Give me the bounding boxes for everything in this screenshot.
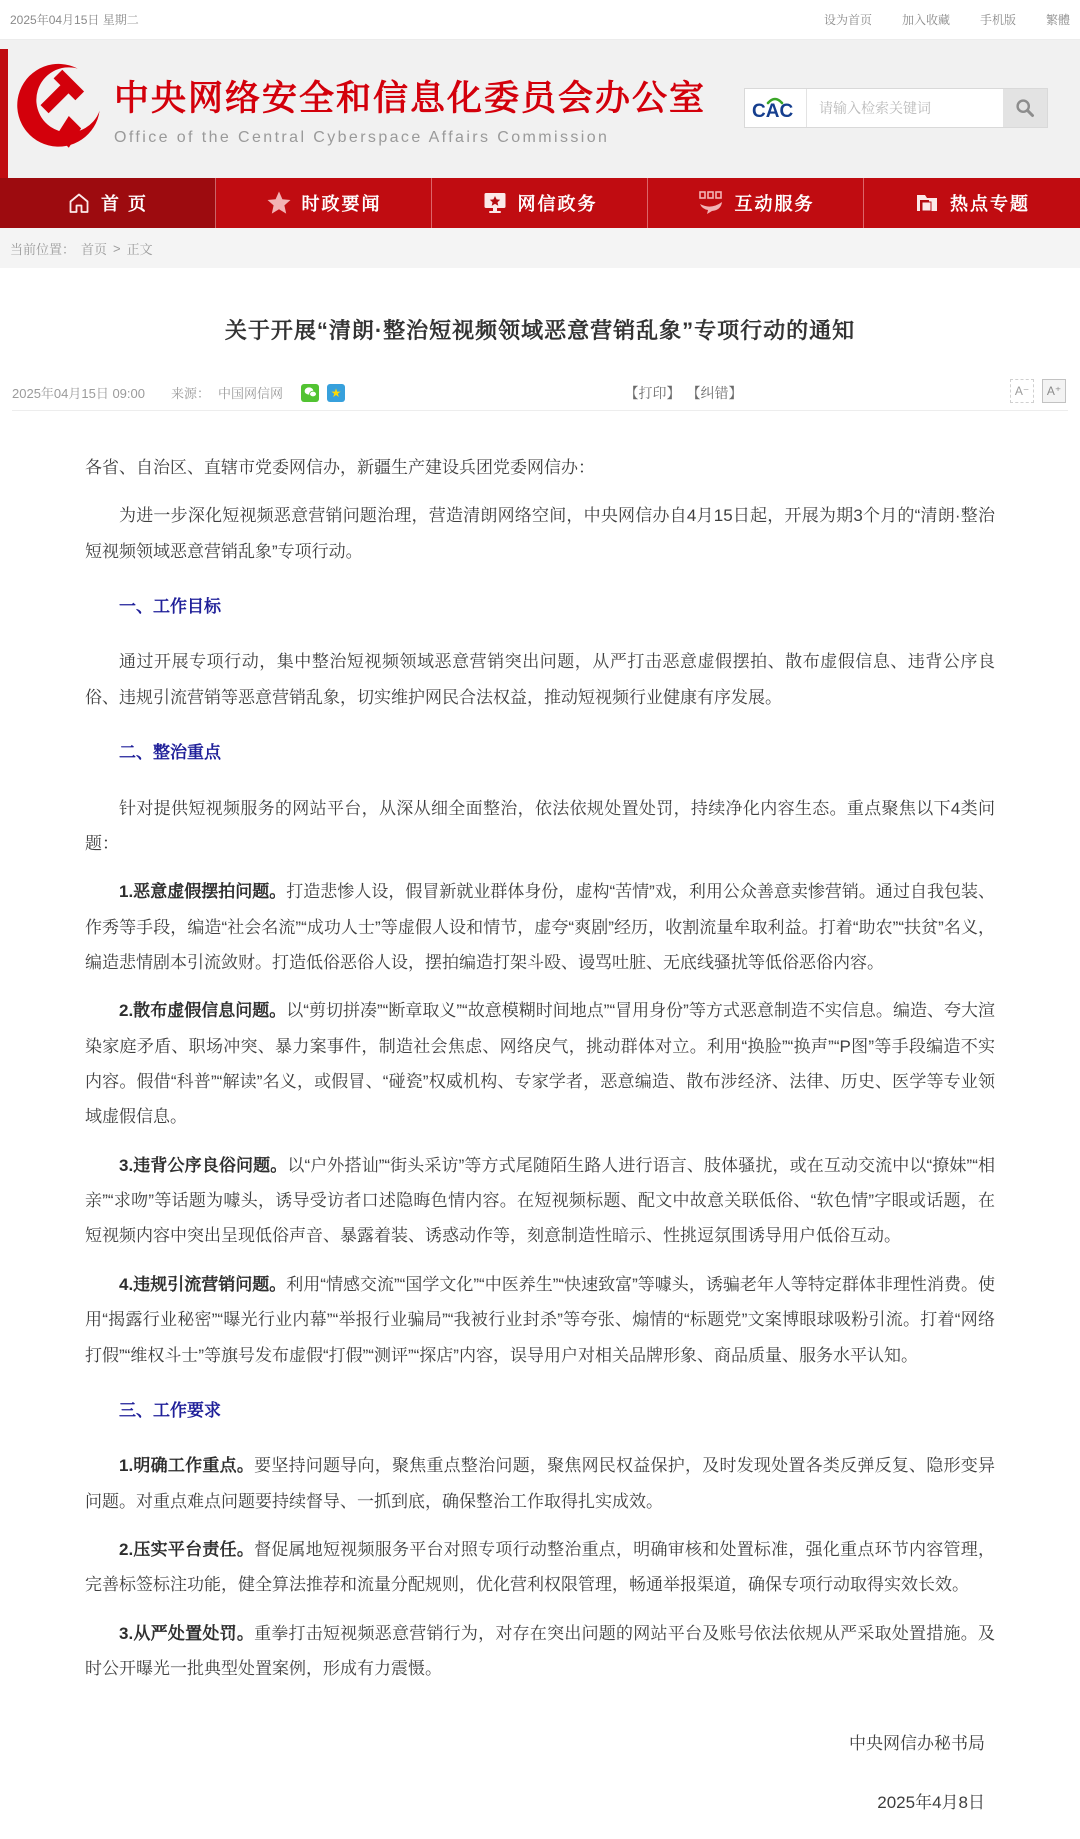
qzone-share-icon[interactable]: ★ (327, 384, 345, 402)
paragraph-lead: 2.压实平台责任。 (119, 1539, 255, 1559)
star-icon (266, 190, 292, 216)
topbar (0, 0, 1080, 40)
article (0, 268, 1080, 1839)
nav-label-hot-topics: 热点专题 (950, 194, 1030, 214)
wechat-share-icon[interactable] (301, 384, 319, 402)
masthead (0, 40, 1080, 178)
signature-date: 2025年4月8日 (877, 1793, 985, 1813)
font-larger-button[interactable]: A⁺ (1042, 379, 1066, 403)
topbar-links (824, 11, 1070, 28)
nav-label-cyberspace-affairs: 网信政务 (517, 194, 598, 214)
nav-item-hot-topics[interactable] (864, 178, 1080, 228)
nav-item-interactive-services[interactable] (648, 178, 864, 228)
breadcrumb-current: 正文 (126, 241, 153, 257)
search-icon (1015, 98, 1035, 118)
nav-label-politics-news: 时政要闻 (301, 194, 382, 214)
article-paragraph: 1.明确工作重点。要坚持问题导向，聚焦重点整治问题，聚焦网民权益保护，及时发现处置各类反弹反复、隐形变异问题。对重点难点问题要持续督导、一抓到底，确保整治工作取得扎实成效。 (85, 1456, 995, 1511)
breadcrumb-home-link[interactable]: 首页 (81, 241, 108, 257)
article-paragraph: 为进一步深化短视频恶意营销问题治理，营造清朗网络空间，中央网信办自4月15日起，开展为期3个月的“清朗·整治短视频领域恶意营销乱象”专项行动。 (85, 506, 995, 561)
article-paragraph: 2.压实平台责任。督促属地短视频服务平台对照专项行动整治重点，明确审核和处置标准，强化重点环节内容管理，完善标签标注功能，健全算法推荐和流量分配规则，优化营利权限管理，畅通举报渠道，确保专项行动取得实效长效。 (85, 1539, 995, 1595)
paragraph-lead: 3.从严处置处罚。 (119, 1623, 255, 1643)
nav-label-interactive-services: 互动服务 (734, 194, 815, 214)
article-paragraph: 针对提供短视频服务的网站平台，从深从细全面整治，依法依规处置处罚，持续净化内容生态。重点聚焦以下4类问题： (85, 798, 995, 853)
folder-icon (914, 190, 940, 216)
section-heading: 三、工作要求 (119, 1400, 221, 1420)
nav-item-home[interactable] (0, 178, 216, 228)
paragraph-lead: 1.恶意虚假摆拍问题。 (119, 882, 287, 902)
section-heading: 二、整治重点 (119, 743, 221, 763)
monitor-star-icon (482, 190, 508, 216)
correction-button[interactable]: 【纠错】 (686, 385, 743, 401)
source-name: 中国网信网 (218, 386, 284, 401)
paragraph-lead: 2.散布虚假信息问题。 (119, 1001, 287, 1021)
main-nav (0, 178, 1080, 228)
search-input[interactable] (807, 89, 1003, 127)
red-accent-strip (0, 49, 8, 178)
section-heading: 一、工作目标 (119, 597, 221, 617)
article-body (0, 411, 1080, 1686)
font-smaller-button[interactable]: A⁻ (1010, 379, 1034, 403)
site-brand (114, 71, 706, 147)
source-label: 来源： (170, 386, 210, 401)
current-date: 2025年04月15日 星期二 (10, 13, 139, 27)
site-subtitle: Office of the Central Cyberspace Affairs Commission (114, 129, 610, 146)
home-icon (67, 191, 91, 215)
article-paragraph: 各省、自治区、直辖市党委网信办，新疆生产建设兵团党委网信办： (85, 458, 595, 477)
article-paragraph: 3.从严处置处罚。重拳打击短视频恶意营销行为，对存在突出问题的网站平台及账号依法依规从严采取处置措施。及时公开曝光一批典型处置案例，形成有力震慑。 (85, 1623, 995, 1679)
paragraph-lead: 1.明确工作重点。 (119, 1456, 255, 1476)
article-paragraph: 2.散布虚假信息问题。以“剪切拼凑”“断章取义”“故意模糊时间地点”“冒用身份”等方式恶意制造不实信息。编造、夸大渲染家庭矛盾、职场冲突、暴力案事件，制造社会焦虑、网络戾气，挑动群体对立。利用“换脸”“换声”“P图”等手段编造不实内容。假借“科普”“解读”名义，或假冒、“碰瓷”权威机构、专家学者，恶意编造、散布涉经济、法律、历史、医学等专业领域虚假信息。 (85, 1001, 995, 1127)
nav-item-politics-news[interactable] (216, 178, 432, 228)
cac-logo (745, 89, 807, 127)
mobile-version-link[interactable]: 手机版 (979, 13, 1016, 27)
print-button[interactable]: 【打印】 (624, 385, 681, 401)
article-title: 关于开展“清朗·整治短视频领域恶意营销乱象”专项行动的通知 (224, 318, 856, 343)
nav-item-cyberspace-affairs[interactable] (432, 178, 648, 228)
nav-label-home: 首 页 (100, 194, 148, 214)
article-signature (0, 1699, 1080, 1839)
search-box (744, 88, 1048, 128)
breadcrumb (0, 228, 1080, 268)
chat-bubbles-icon (697, 190, 725, 216)
article-meta (12, 383, 1068, 411)
party-emblem-icon (16, 61, 104, 157)
site-title: 中央网络安全和信息化委员会办公室 (114, 79, 707, 118)
paragraph-lead: 4.违规引流营销问题。 (119, 1274, 287, 1294)
breadcrumb-separator: > (113, 240, 121, 256)
article-paragraph: 1.恶意虚假摆拍问题。打造悲惨人设，假冒新就业群体身份，虚构“苦情”戏，利用公众善意卖惨营销。通过自我包装、作秀等手段，编造“社会名流”“成功人士”等虚假人设和情节，虚夸“爽剧”经历，收割流量牟取利益。打着“助农”“扶贫”名义，编造悲情剧本引流敛财。打造低俗恶俗人设，摆拍编造打架斗殴、谩骂吐脏、无底线骚扰等低俗恶俗内容。 (85, 882, 995, 972)
signature-name: 中央网信办秘书局 (849, 1734, 985, 1754)
article-paragraph: 4.违规引流营销问题。利用“情感交流”“国学文化”“中医养生”“快速致富”等噱头，诱骗老年人等特定群体非理性消费。使用“揭露行业秘密”“曝光行业内幕”“举报行业骗局”“我被行业封杀”等夸张、煽情的“标题党”文案博眼球吸粉引流。打着“网络打假”“维权斗士”等旗号发布虚假“打假”“测评”“探店”内容，误导用户对相关品牌形象、商品质量、服务水平认知。 (85, 1274, 995, 1365)
article-paragraph: 通过开展专项行动，集中整治短视频领域恶意营销突出问题，从严打击恶意虚假摆拍、散布虚假信息、违背公序良俗、违规引流营销等恶意营销乱象，切实维护网民合法权益，推动短视频行业健康有序发展。 (85, 652, 995, 707)
article-paragraph: 3.违背公序良俗问题。以“户外搭讪”“街头采访”等方式尾随陌生路人进行语言、肢体骚扰，或在互动交流中以“撩妹”“相亲”“求吻”等话题为噱头，诱导受访者口述隐晦色情内容。在短视频标题、配文中故意关联低俗、“软色情”字眼或话题，在短视频内容中突出呈现低俗声音、暴露着装、诱惑动作等，刻意制造性暗示、性挑逗氛围诱导用户低俗互动。 (85, 1155, 995, 1246)
paragraph-lead: 3.违背公序良俗问题。 (119, 1155, 288, 1175)
publish-datetime: 2025年04月15日 09:00 (12, 386, 145, 401)
add-favorite-link[interactable]: 加入收藏 (901, 13, 950, 27)
traditional-chinese-link[interactable]: 繁體 (1045, 13, 1070, 27)
search-button[interactable] (1003, 89, 1047, 127)
set-homepage-link[interactable]: 设为首页 (823, 13, 872, 27)
svg-text:CAC: CAC (751, 101, 793, 122)
breadcrumb-prefix: 当前位置： (10, 241, 76, 257)
